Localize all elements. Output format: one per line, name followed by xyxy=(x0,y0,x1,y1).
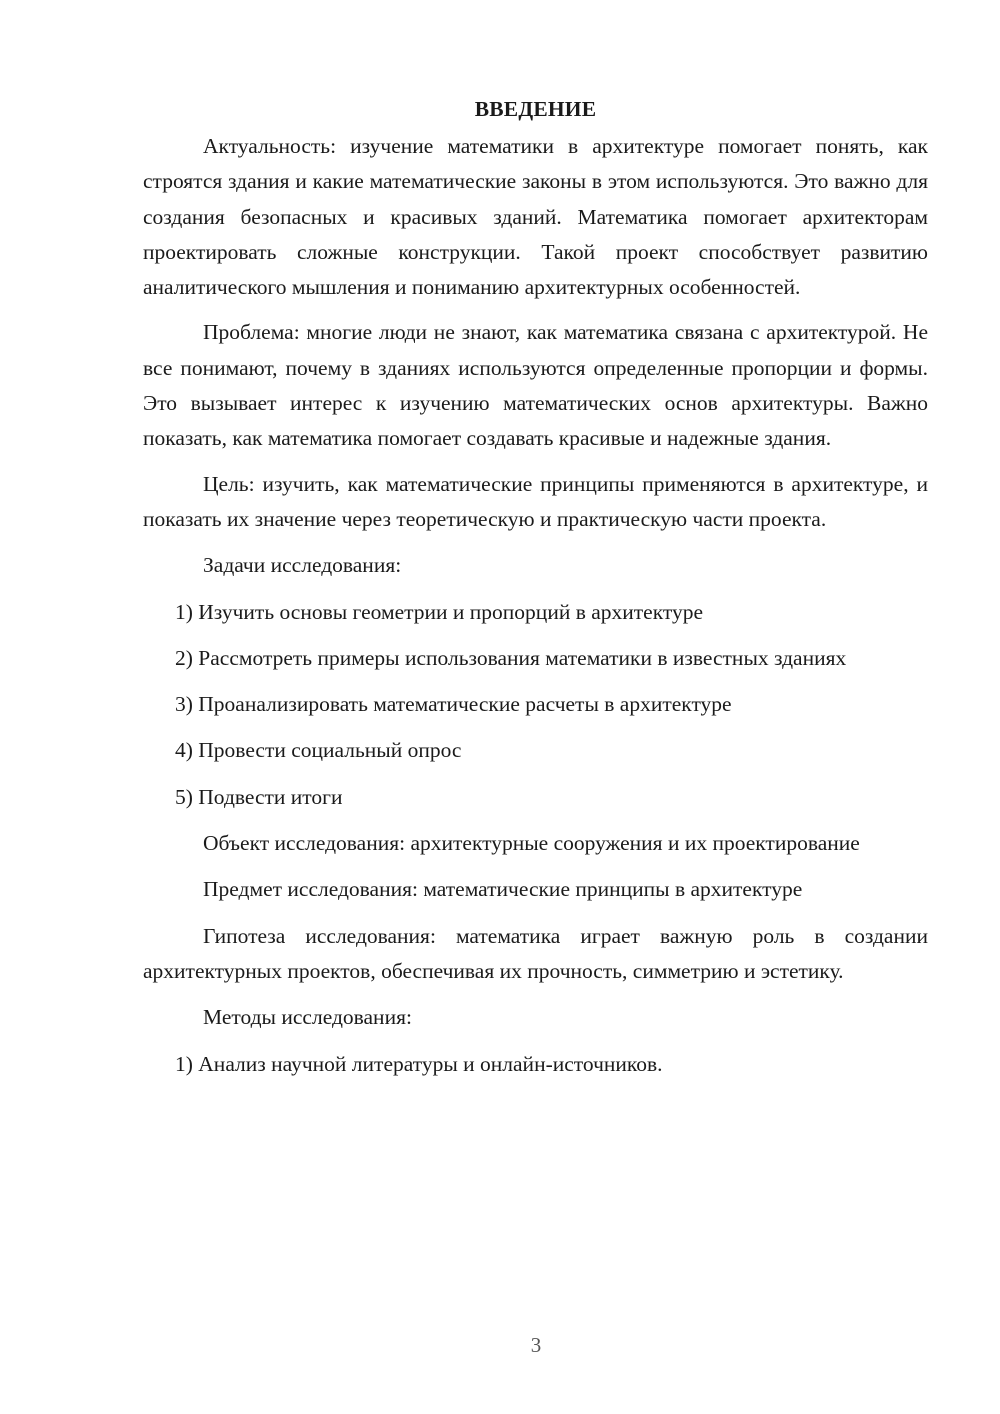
page-number: 3 xyxy=(530,1333,542,1357)
object-paragraph: Объект исследования: архитектурные сооружения и их проектирование xyxy=(203,831,860,856)
methods-heading: Методы исследования: xyxy=(203,1005,412,1030)
hypothesis-paragraph: Гипотеза исследования: математика играет важную роль в создании архитектурных проектов, обеспечивая их прочность, симметрию и эстетику. xyxy=(143,923,928,983)
problem-paragraph: Проблема: многие люди не знают, как математика связана с архитектурой. Не все понимают, почему в зданиях используются определенные пропорции и формы. Это вызывает интерес к изучению математических основ архитектуры. Важно показать, как математика помогает создавать красивые и надежные здания. xyxy=(143,320,928,451)
task-item-4: 4) Провести социальный опрос xyxy=(175,738,462,763)
document-page xyxy=(143,92,928,1082)
method-item-1: 1) Анализ научной литературы и онлайн-источников. xyxy=(175,1051,663,1076)
subject-paragraph: Предмет исследования: математические принципы в архитектуре xyxy=(203,877,803,902)
section-title: ВВЕДЕНИЕ xyxy=(474,97,597,121)
goal-paragraph: Цель: изучить, как математические принципы применяются в архитектуре, и показать их значение через теоретическую и практическую части проекта. xyxy=(143,471,928,531)
task-item-5: 5) Подвести итоги xyxy=(175,784,343,809)
task-item-1: 1) Изучить основы геометрии и пропорций в архитектуре xyxy=(175,599,704,624)
task-item-3: 3) Проанализировать математические расчеты в архитектуре xyxy=(175,692,732,717)
task-item-2: 2) Рассмотреть примеры использования математики в известных зданиях xyxy=(175,645,847,670)
relevance-paragraph: Актуальность: изучение математики в архитектуре помогает понять, как строятся здания и какие математические законы в этом используются. Это важно для создания безопасных и красивых зданий. Математика помогает архитекторам проектировать сложные конструкции. Такой проект способствует развитию аналитического мышления и пониманию архитектурных особенностей. xyxy=(143,134,928,300)
tasks-heading: Задачи исследования: xyxy=(203,553,402,578)
